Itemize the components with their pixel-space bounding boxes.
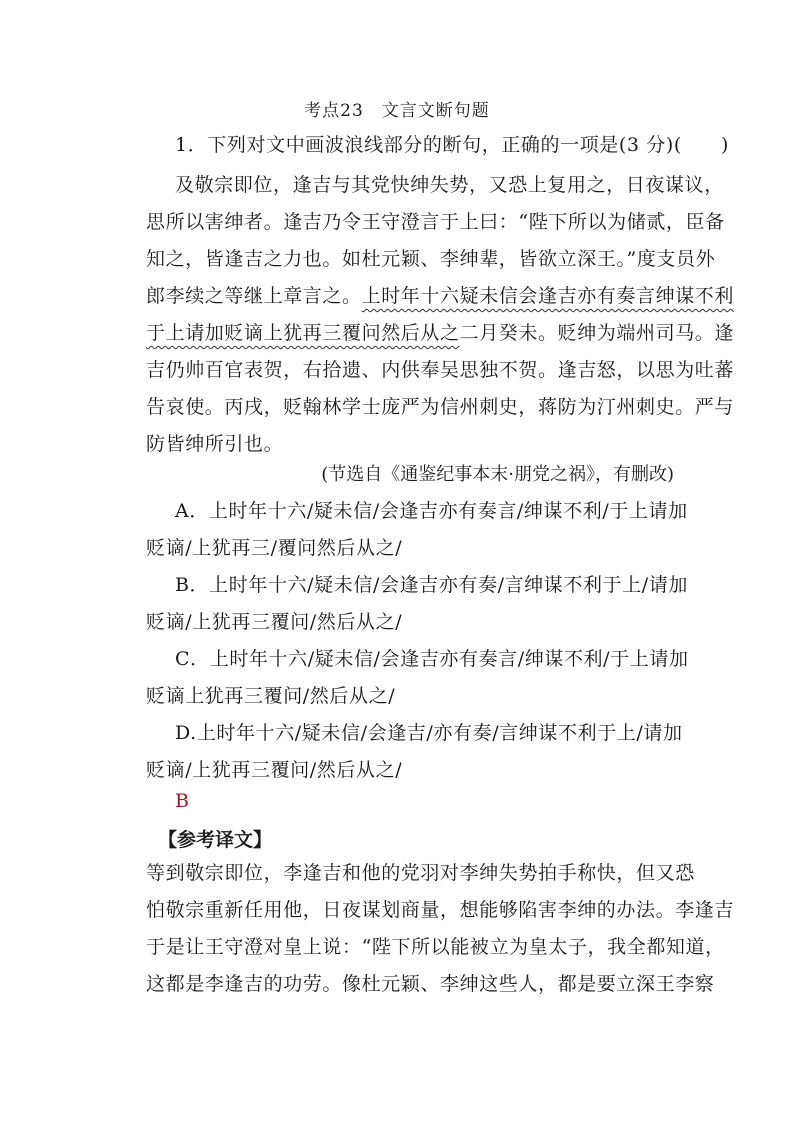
question-prompt: 1．下列对文中画波浪线部分的断句，正确的一项是(3 分)( ) [175, 134, 730, 156]
translation-line: 于是让王守澄对皇上说：“陛下所以能被立为皇太子，我全都知道， [146, 936, 725, 958]
translation-line: 怕敬宗重新任用他，日夜谋划商量，想能够陷害李绅的办法。李逢吉 [146, 899, 735, 921]
passage-text: 二月癸未。贬绅为端州司马。逢 [459, 322, 735, 344]
option-b: B．上时年十六/疑未信/会逢吉亦有奏/言绅谋不利于上/请加 [175, 574, 688, 596]
option-c: C．上时年十六/疑未信/会逢吉亦有奏言/绅谋不利/于上请加 [175, 648, 689, 670]
option-d-cont: 贬谪/上犹再三覆问/然后从之/ [146, 759, 403, 781]
answer-key: B [175, 790, 189, 812]
passage-line: 及敬宗即位，逢吉与其党快绅失势，又恐上复用之，日夜谋议， [175, 174, 724, 196]
passage-text: 郎李续之等继上章言之。 [146, 285, 362, 307]
translation-heading: 【参考译文】 [158, 829, 273, 851]
wavy-underlined-text: 上时年十六疑未信会逢吉亦有奏言绅谋不利 [361, 285, 735, 307]
option-d: D.上时年十六/疑未信/会逢吉/亦有奏/言绅谋不利于上/请加 [175, 722, 683, 744]
wavy-underlined-text: 于上请加贬谪上犹再三覆问然后从之 [146, 322, 460, 344]
translation-line: 等到敬宗即位，李逢吉和他的党羽对李绅失势拍手称快，但又恐 [146, 862, 695, 884]
option-a: A．上时年十六/疑未信/会逢吉亦有奏言/绅谋不利/于上请加 [175, 500, 688, 522]
passage-line: 告哀使。丙戌，贬翰林学士庞严为信州刺史，蒋防为汀州刺史。严与 [146, 396, 735, 418]
passage-line [146, 283, 734, 309]
option-a-cont: 贬谪/上犹再三/覆问然后从之/ [146, 537, 403, 559]
passage-line: 防皆绅所引也。 [146, 433, 284, 455]
option-c-cont: 贬谪上犹再三覆问/然后从之/ [146, 685, 396, 707]
passage-line: 知之，皆逢吉之力也。如杜元颖、李绅辈，皆欲立深王。”度支员外 [146, 248, 716, 270]
passage-line [146, 320, 734, 346]
source-citation: (节选自《通鉴纪事本末·朋党之祸》，有删改) [321, 464, 674, 485]
translation-line: 这都是李逢吉的功劳。像杜元颖、李绅这些人，都是要立深王李察 [146, 973, 715, 995]
page-title: 考点23 文言文断句题 [304, 101, 490, 121]
option-b-cont: 贬谪/上犹再三覆问/然后从之/ [146, 611, 403, 633]
passage-line: 吉仍帅百官表贺，右拾遗、内供奉吴思独不贺。逢吉怒，以思为吐蕃 [146, 359, 735, 381]
passage-line: 思所以害绅者。逢吉乃令王守澄言于上曰：“陛下所以为储贰，臣备 [146, 211, 725, 233]
